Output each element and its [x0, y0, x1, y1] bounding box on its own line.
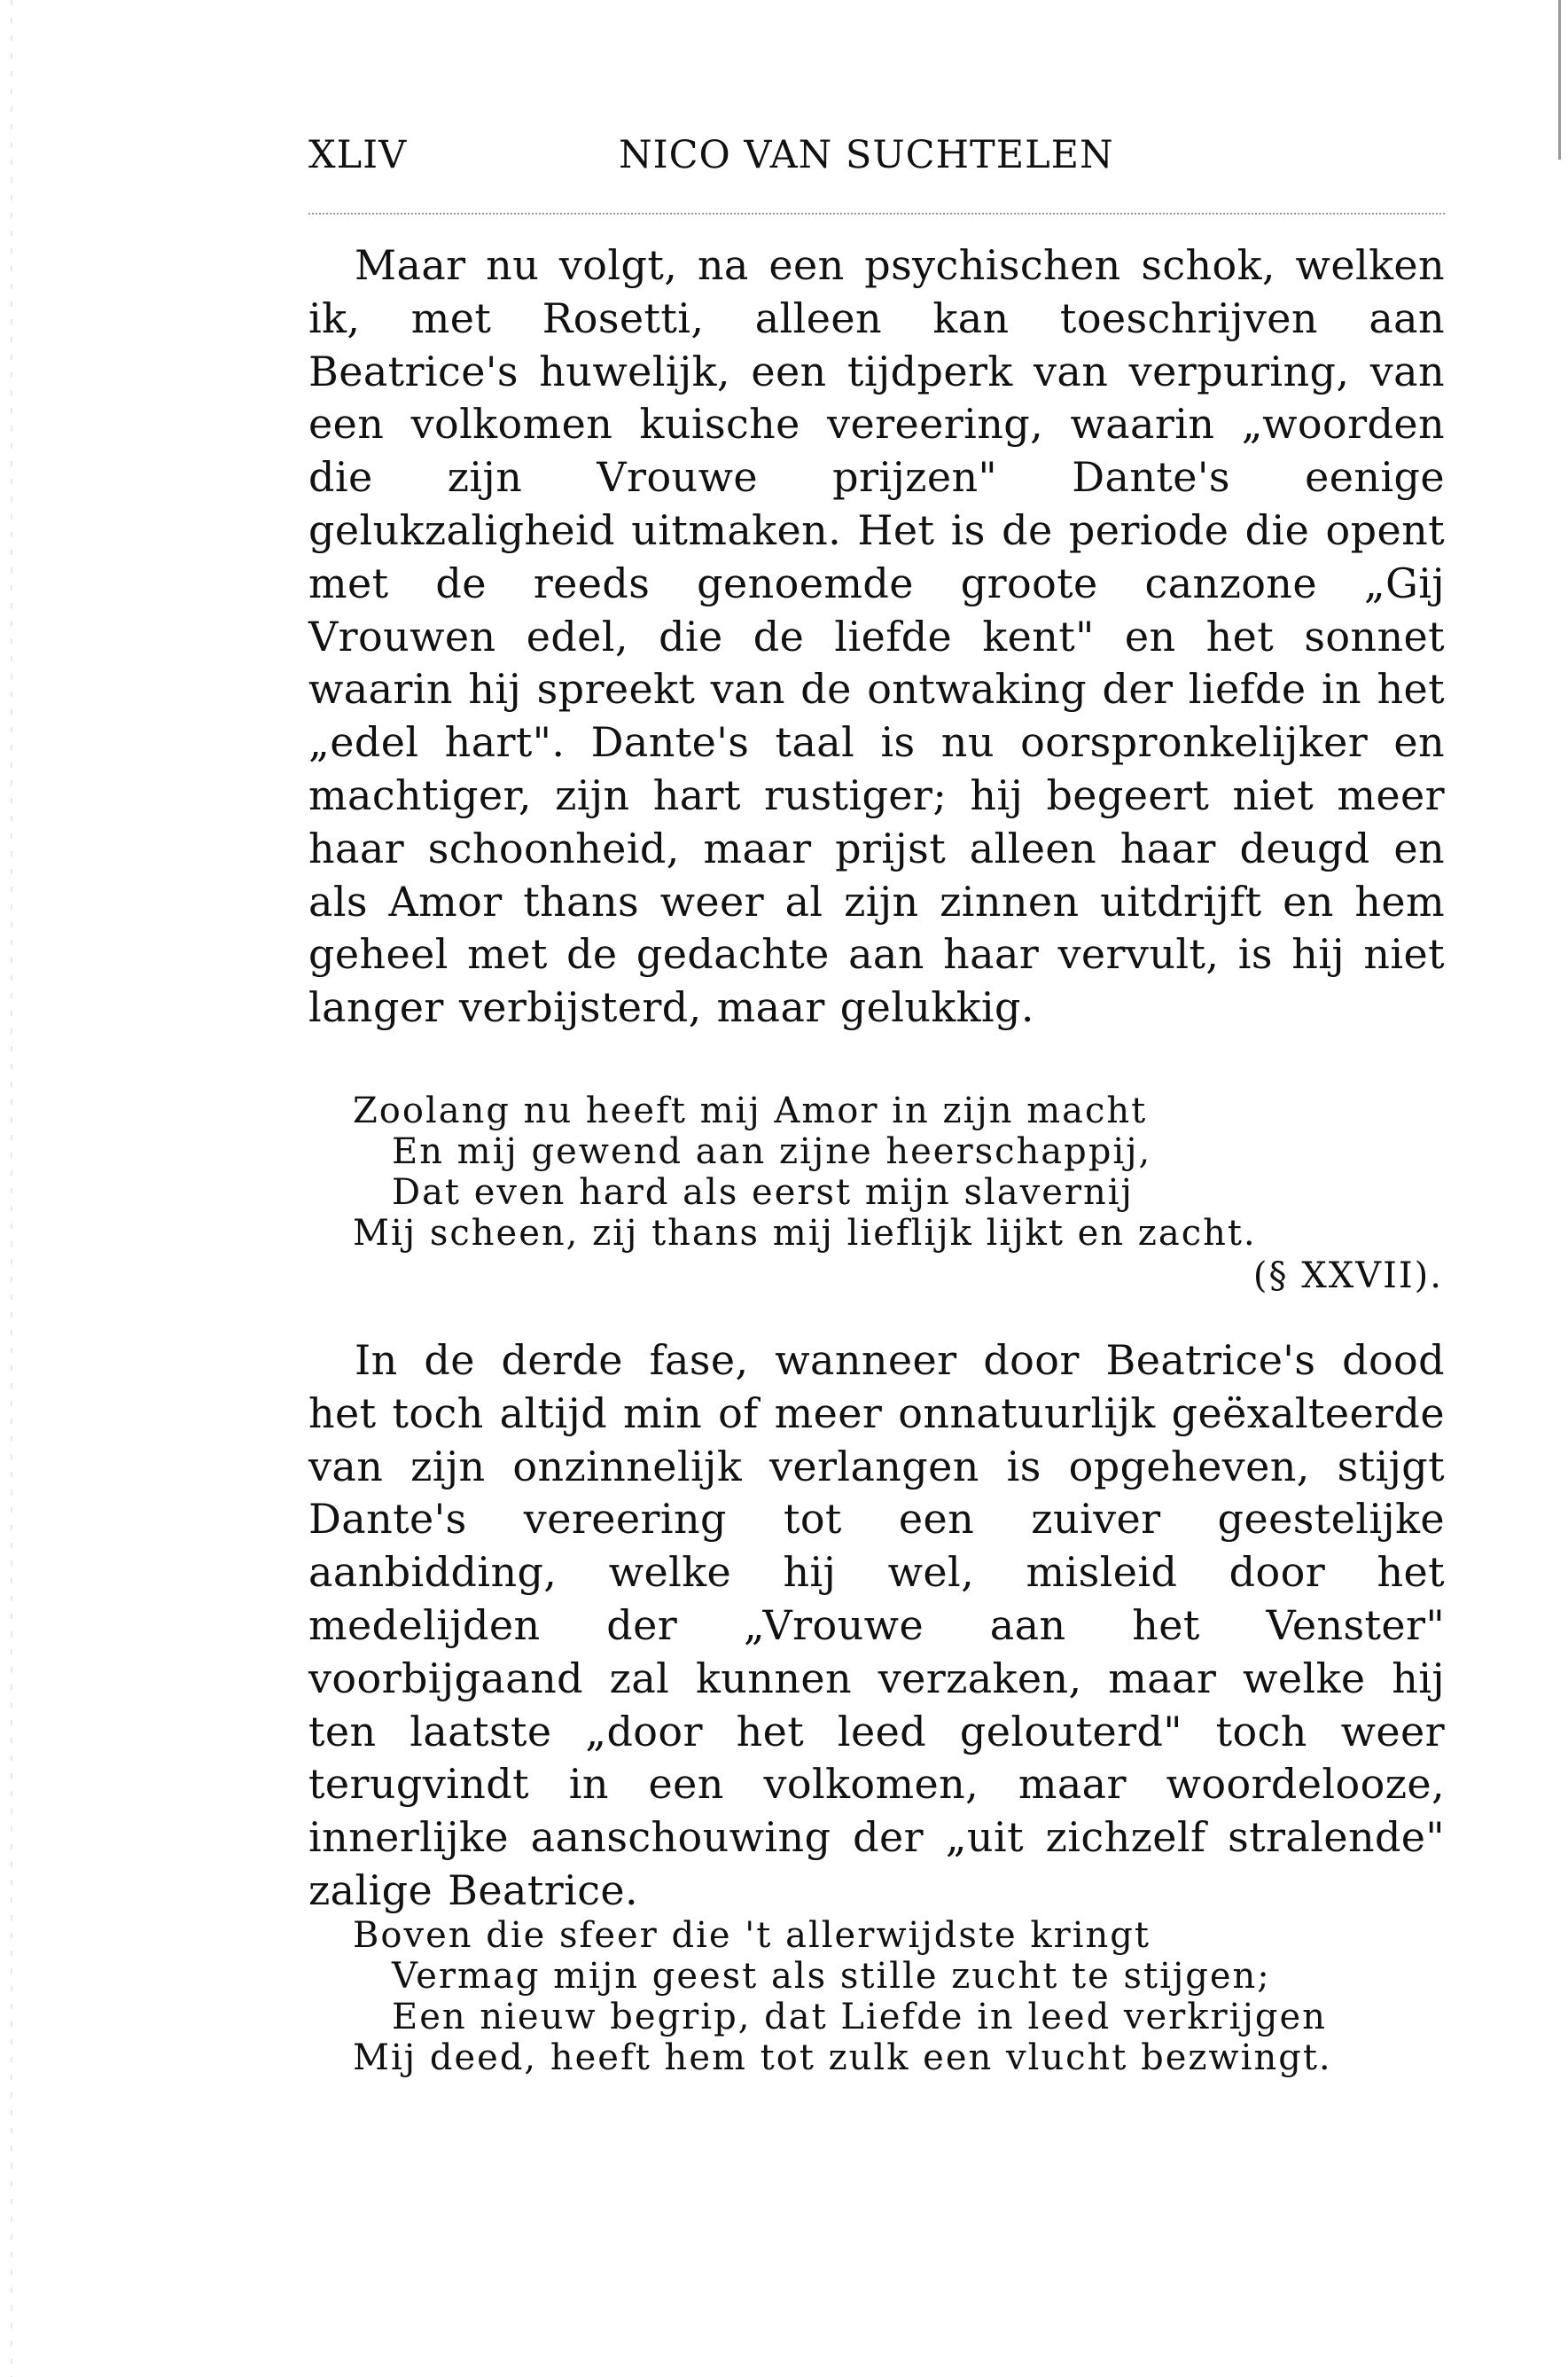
body-paragraph-1: Maar nu volgt, na een psychischen schok, welken ik, met Rosetti, alleen kan toeschrijven aan Beatrice's huwelijk, een tijdperk van verpuring, van een volkomen kuische vereering, waarin „woorden die zijn Vrouwe prijzen" Dante's eenige gelukzaligheid uitmaken. Het is de periode die opent met de reeds genoemde groote canzone „Gij Vrouwen edel, die de liefde kent" en het sonnet waarin hij spreekt van de ontwaking der liefde in het „edel hart". Dante's taal is nu oorspronkelijker en machtiger, zijn hart rustiger; hij begeert niet meer haar schoonheid, maar prijst alleen haar deugd en als Amor thans weer al zijn zinnen uitdrijft en hem geheel met de gedachte aan haar vervult, is hij niet langer verbijsterd, maar gelukkig. [308, 241, 1445, 1032]
running-head [308, 133, 1434, 186]
scan-edge-left [11, 0, 12, 2377]
verse-line: En mij gewend aan zijne heerschappij, [392, 1131, 1152, 1172]
section-reference: (§ XXVII). [1252, 1255, 1443, 1296]
verse-line: Vermag mijn geest als stille zucht te stijgen; [392, 1956, 1271, 1997]
verse-line: Een nieuw begrip, dat Liefde in leed verkrijgen [392, 1997, 1327, 2037]
page-number: XLIV [308, 133, 408, 177]
body-paragraph-2: In de derde fase, wanneer door Beatrice's dood het toch altijd min of meer onnatuurlijk geëxalteerde van zijn onzinnelijk verlangen is opgeheven, stijgt Dante's vereering tot een zuiver geestelijke aanbidding, welke hij wel, misleid door het medelijden der „Vrouwe aan het Venster" voorbijgaand zal kunnen verzaken, maar welke hij ten laatste „door het leed gelouterd" toch weer terugvindt in een volkomen, maar woordelooze, innerlijke aanschouwing der „uit zichzelf stralende" zalige Beatrice. [308, 1336, 1445, 1914]
scan-edge-right [1558, 0, 1561, 160]
verse-line: Zoolang nu heeft mij Amor in zijn macht [353, 1091, 1148, 1131]
header-rule [308, 213, 1445, 215]
verse-quotation-2 [353, 1915, 1443, 2078]
verse-line: Mij deed, heeft hem tot zulk een vlucht bezwingt. [353, 2037, 1332, 2078]
running-title: NICO VAN SUCHTELEN [619, 133, 1114, 177]
verse-line: Dat even hard als eerst mijn slavernij [392, 1172, 1134, 1213]
verse-line: Mij scheen, zij thans mij lieflijk lijkt en zacht. [353, 1213, 1257, 1254]
verse-line: Boven die sfeer die 't allerwijdste kringt [353, 1915, 1151, 1956]
verse-quotation-1 [353, 1091, 1443, 1296]
